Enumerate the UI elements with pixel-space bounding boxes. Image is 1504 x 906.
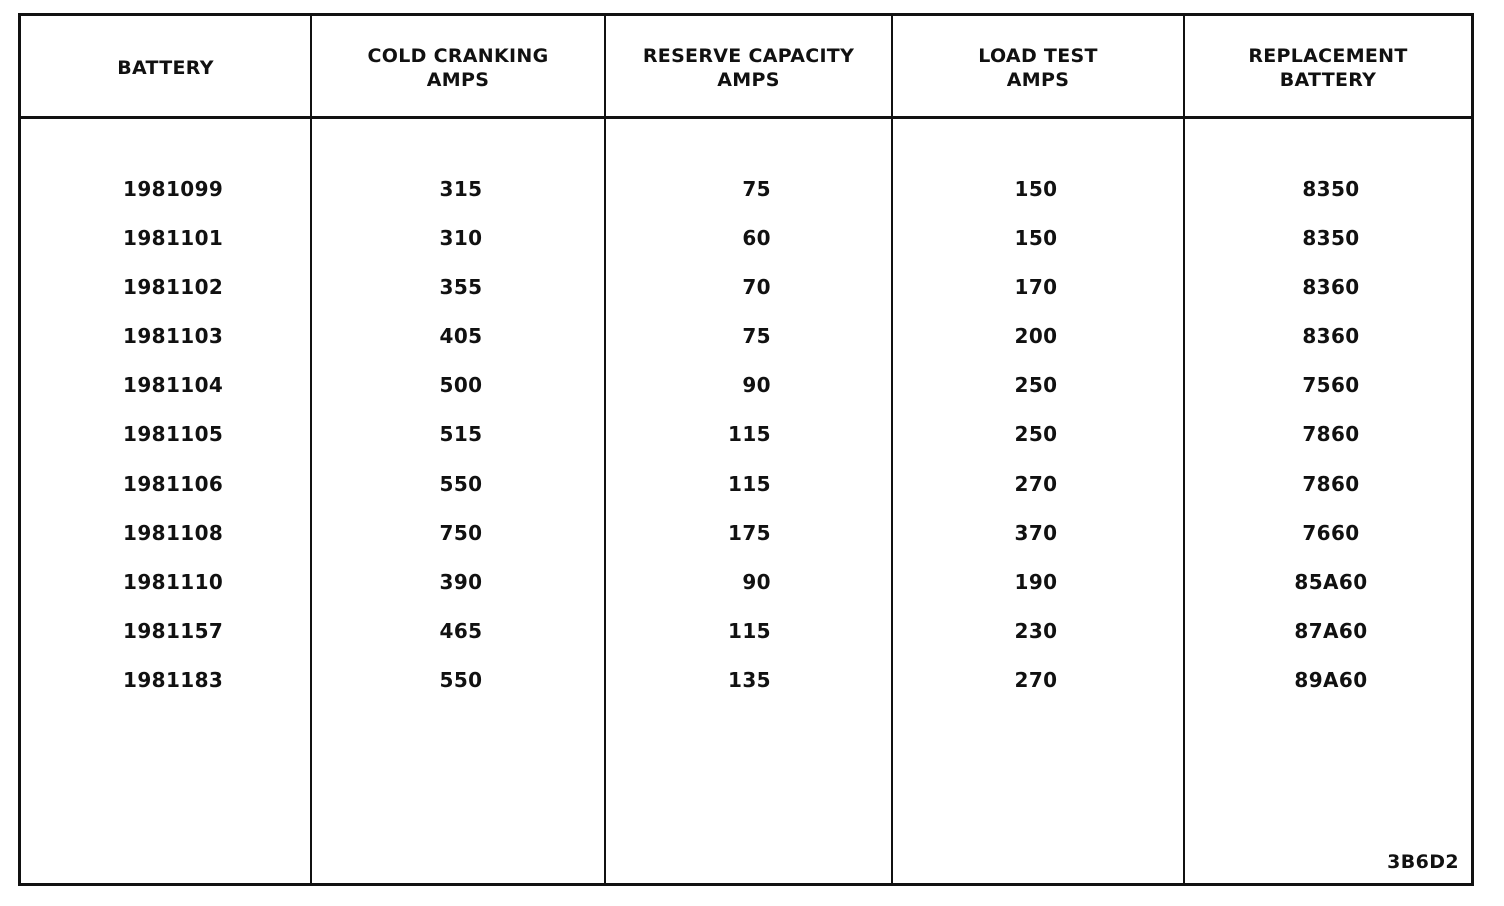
cell-reserve-capacity-amps: 75 <box>742 177 771 201</box>
cell-reserve-capacity-amps: 175 <box>728 520 771 545</box>
table-row <box>21 618 1471 667</box>
cell-cold-cranking-amps: 355 <box>439 275 483 300</box>
table-row <box>21 176 1471 225</box>
cell-load-test-amps: 270 <box>1014 471 1058 496</box>
cell-battery: 1981110 <box>123 569 224 594</box>
cell-battery: 1981106 <box>123 471 224 496</box>
header-divider <box>21 116 1471 119</box>
cell-cold-cranking-amps: 515 <box>439 422 483 447</box>
cell-load-test-amps: 230 <box>1014 618 1058 643</box>
cell-cold-cranking-amps: 405 <box>439 324 483 349</box>
table-row <box>21 274 1471 323</box>
cell-replacement-battery: 7560 <box>1302 373 1360 398</box>
table-row <box>21 372 1471 421</box>
cell-load-test-amps: 270 <box>1014 667 1058 692</box>
cell-replacement-battery: 8350 <box>1302 177 1360 201</box>
cell-load-test-amps: 200 <box>1014 324 1058 349</box>
table-row <box>21 421 1471 470</box>
cell-load-test-amps: 170 <box>1014 275 1058 300</box>
cell-reserve-capacity-amps: 90 <box>742 373 771 398</box>
cell-replacement-battery: 7660 <box>1302 520 1360 545</box>
cell-load-test-amps: 150 <box>1014 226 1058 251</box>
cell-reserve-capacity-amps: 75 <box>742 324 771 349</box>
cell-replacement-battery: 87A60 <box>1294 618 1368 643</box>
cell-cold-cranking-amps: 550 <box>439 667 483 692</box>
cell-battery: 1981157 <box>123 618 224 643</box>
cell-reserve-capacity-amps: 115 <box>728 471 771 496</box>
cell-reserve-capacity-amps: 90 <box>742 569 771 594</box>
table-row <box>21 569 1471 618</box>
cell-cold-cranking-amps: 550 <box>439 471 483 496</box>
cell-battery: 1981102 <box>123 275 224 300</box>
cell-battery: 1981104 <box>123 373 224 398</box>
header-cold-cranking-amps: COLD CRANKING AMPS <box>367 45 549 91</box>
cell-reserve-capacity-amps: 115 <box>728 422 771 447</box>
cell-cold-cranking-amps: 310 <box>439 226 483 251</box>
header-reserve-capacity-amps: RESERVE CAPACITY AMPS <box>642 45 855 91</box>
cell-replacement-battery: 85A60 <box>1294 569 1368 594</box>
table-body <box>21 176 1471 716</box>
battery-spec-table <box>18 13 1474 886</box>
cell-load-test-amps: 190 <box>1014 569 1058 594</box>
cell-replacement-battery: 7860 <box>1302 471 1360 496</box>
cell-replacement-battery: 89A60 <box>1294 667 1368 692</box>
cell-cold-cranking-amps: 750 <box>439 520 483 545</box>
cell-battery: 1981099 <box>123 177 224 201</box>
cell-cold-cranking-amps: 390 <box>439 569 483 594</box>
cell-battery: 1981183 <box>123 667 224 692</box>
cell-replacement-battery: 7860 <box>1302 422 1360 447</box>
header-load-test-amps: LOAD TEST AMPS <box>978 45 1098 91</box>
cell-battery: 1981105 <box>123 422 224 447</box>
cell-load-test-amps: 250 <box>1014 422 1058 447</box>
header-replacement-battery: REPLACEMENT BATTERY <box>1248 45 1408 91</box>
cell-replacement-battery: 8360 <box>1302 275 1360 300</box>
table-row <box>21 323 1471 372</box>
cell-replacement-battery: 8350 <box>1302 226 1360 251</box>
figure-reference-code: 3B6D2 <box>1387 851 1459 873</box>
cell-reserve-capacity-amps: 60 <box>742 226 771 251</box>
table-row <box>21 520 1471 569</box>
cell-battery: 1981103 <box>123 324 224 349</box>
cell-battery: 1981108 <box>123 520 224 545</box>
cell-battery: 1981101 <box>123 226 224 251</box>
cell-load-test-amps: 250 <box>1014 373 1058 398</box>
header-battery: BATTERY <box>117 57 214 79</box>
cell-reserve-capacity-amps: 70 <box>742 275 771 300</box>
cell-cold-cranking-amps: 500 <box>439 373 483 398</box>
cell-replacement-battery: 8360 <box>1302 324 1360 349</box>
table-row <box>21 667 1471 716</box>
table-row <box>21 471 1471 520</box>
cell-reserve-capacity-amps: 115 <box>728 618 771 643</box>
table-row <box>21 225 1471 274</box>
cell-reserve-capacity-amps: 135 <box>728 667 771 692</box>
cell-cold-cranking-amps: 465 <box>439 618 483 643</box>
cell-cold-cranking-amps: 315 <box>439 177 483 201</box>
cell-load-test-amps: 370 <box>1014 520 1058 545</box>
cell-load-test-amps: 150 <box>1014 177 1058 201</box>
